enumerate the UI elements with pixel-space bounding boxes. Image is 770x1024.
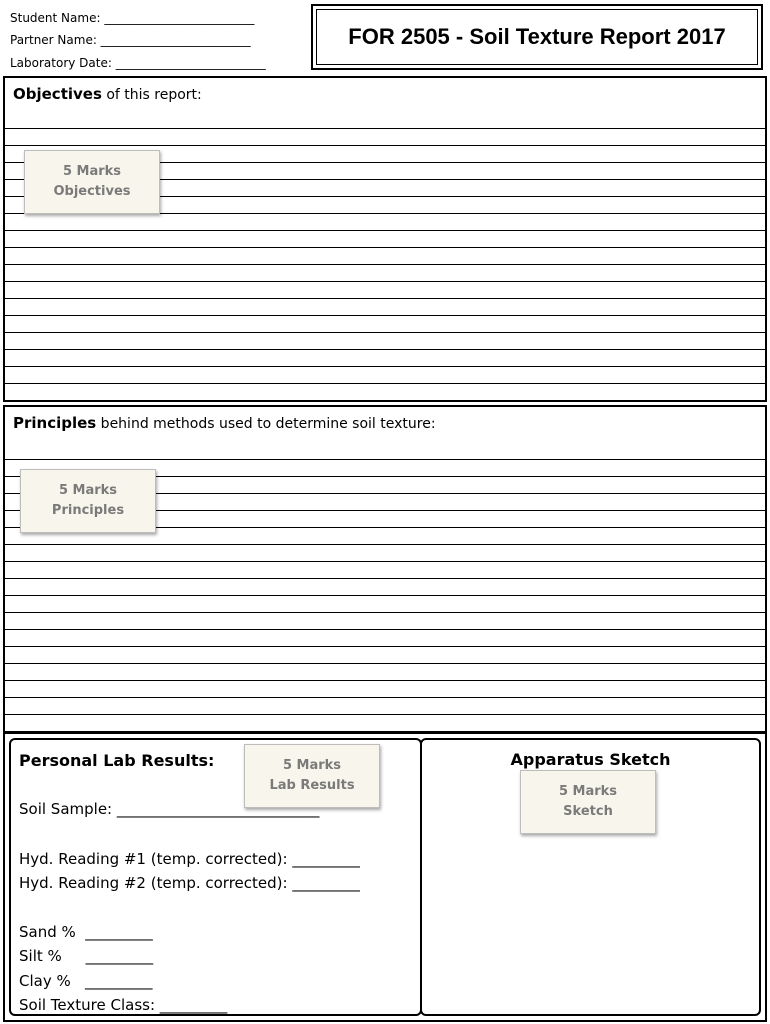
objectives-stamp-marks: 5 Marks (62, 164, 122, 179)
report-title-box (311, 4, 763, 70)
hyd-reading-2-field: Hyd. Reading #2 (temp. corrected): _________ (19, 874, 360, 892)
principles-heading-rest: behind methods used to determine soil texture: (96, 416, 436, 432)
writing-line (5, 230, 765, 231)
principles-heading-bold: Principles (13, 414, 97, 432)
lab-results-heading: Personal Lab Results: (19, 751, 215, 770)
sketch-stamp-label: Sketch (563, 804, 613, 819)
objectives-heading-bold: Objectives (13, 85, 102, 103)
writing-line (5, 459, 765, 460)
principles-stamp-label: Principles (51, 503, 125, 518)
principles-heading (13, 414, 436, 432)
partner-name-field: Partner Name: _________________________ (10, 33, 251, 47)
lab-results-stamp-label: Lab Results (269, 778, 355, 793)
objectives-heading (13, 85, 202, 103)
laboratory-date-field: Laboratory Date: _________________________ (10, 56, 266, 70)
writing-line (5, 298, 765, 299)
principles-marks-stamp (20, 469, 156, 533)
objectives-stamp-label: Objectives (53, 184, 131, 199)
lab-results-stamp-marks: 5 Marks (282, 758, 342, 773)
objectives-marks-stamp (24, 150, 160, 214)
apparatus-sketch-panel (420, 738, 761, 1016)
writing-line (5, 697, 765, 698)
sketch-stamp-marks: 5 Marks (558, 784, 618, 799)
writing-line (5, 595, 765, 596)
clay-percent-field: Clay % _________ (19, 972, 153, 990)
principles-section (3, 405, 767, 733)
sand-percent-field: Sand % _________ (19, 923, 153, 941)
report-title: FOR 2505 - Soil Texture Report 2017 (348, 24, 726, 49)
writing-line (5, 714, 765, 715)
writing-line (5, 128, 765, 129)
writing-line (5, 349, 765, 350)
writing-line (5, 383, 765, 384)
writing-line (5, 578, 765, 579)
objectives-section (3, 76, 767, 402)
sketch-marks-stamp (520, 770, 656, 834)
writing-line (5, 332, 765, 333)
silt-percent-field: Silt % _________ (19, 947, 154, 965)
writing-line (5, 315, 765, 316)
student-name-field: Student Name: _________________________ (10, 11, 255, 25)
soil-sample-field: Soil Sample: ___________________________ (19, 800, 320, 818)
writing-line (5, 680, 765, 681)
hyd-reading-1-field: Hyd. Reading #1 (temp. corrected): _________ (19, 850, 360, 868)
writing-line (5, 561, 765, 562)
writing-line (5, 247, 765, 248)
writing-line (5, 612, 765, 613)
writing-line (5, 145, 765, 146)
lab-results-panel (9, 738, 422, 1016)
writing-line (5, 663, 765, 664)
writing-line (5, 646, 765, 647)
results-sketch-area (3, 732, 767, 1022)
writing-line (5, 281, 765, 282)
apparatus-sketch-heading: Apparatus Sketch (510, 750, 671, 769)
lab-results-marks-stamp (244, 744, 380, 808)
soil-texture-class-field: Soil Texture Class: _________ (19, 996, 228, 1014)
principles-stamp-marks: 5 Marks (58, 483, 118, 498)
writing-line (5, 264, 765, 265)
writing-line (5, 366, 765, 367)
writing-line (5, 629, 765, 630)
writing-line (5, 544, 765, 545)
objectives-heading-rest: of this report: (101, 87, 202, 103)
